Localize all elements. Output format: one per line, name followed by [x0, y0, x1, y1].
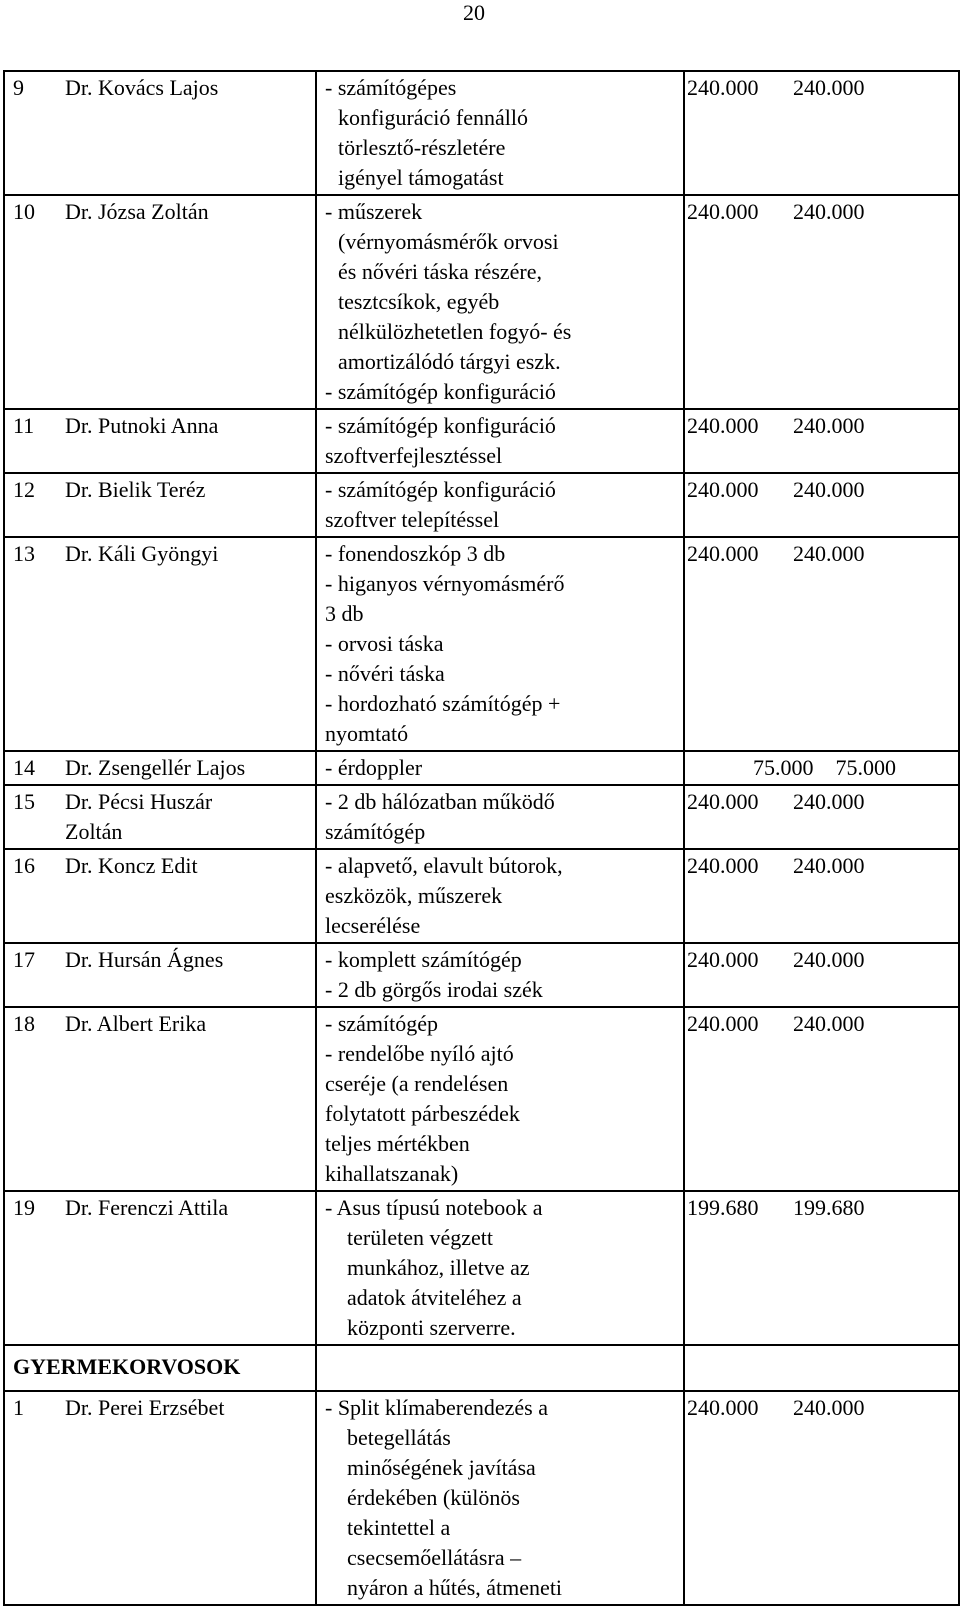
purpose-line: (vérnyomásmérők orvosi [338, 229, 559, 254]
purpose-cell [316, 751, 684, 785]
amounts [687, 411, 958, 441]
table-row [4, 849, 959, 943]
purpose-cell [316, 785, 684, 849]
applicant-name [65, 197, 315, 227]
amounts [687, 197, 958, 227]
granted-amount: 240.000 [793, 789, 865, 814]
purpose-line: adatok átviteléhez a [347, 1285, 522, 1310]
applicant [13, 197, 315, 227]
granted-amount: 75.000 [835, 755, 896, 780]
applicant-name [65, 945, 315, 975]
purpose-line: - higanyos vérnyomásmérő [325, 571, 565, 596]
table-row [4, 1191, 959, 1345]
applicant-cell [4, 537, 316, 751]
requested-amount: 240.000 [687, 1011, 759, 1036]
requested-amount: 240.000 [687, 541, 759, 566]
purpose-cell [316, 849, 684, 943]
amount-cell [684, 473, 959, 537]
row-number: 11 [13, 413, 35, 438]
applicant-name-line: Dr. Kovács Lajos [65, 75, 219, 100]
amounts [687, 1393, 958, 1423]
applicant-name [65, 1393, 315, 1423]
applicant [13, 851, 315, 881]
purpose-line: érdekében (különös [347, 1485, 520, 1510]
row-number: 9 [13, 75, 24, 100]
purpose-line: amortizálódó tárgyi eszk. [338, 349, 561, 374]
purpose-line: csecsemőellátásra – [347, 1545, 522, 1570]
purpose-cell [316, 537, 684, 751]
applicant [13, 945, 315, 975]
granted-amount: 240.000 [793, 75, 865, 100]
requested-amount: 240.000 [687, 853, 759, 878]
applicant-name [65, 753, 315, 783]
row-number: 15 [13, 789, 35, 814]
row-number: 17 [13, 947, 35, 972]
row-number: 1 [13, 1395, 24, 1420]
table-row [4, 195, 959, 409]
requested-amount: 75.000 [753, 755, 814, 780]
applicant-name [65, 1193, 315, 1223]
section-title: GYERMEKORVOSOK [13, 1354, 241, 1379]
purpose-line: 3 db [325, 601, 364, 626]
grants-table [3, 70, 960, 1606]
row-number: 10 [13, 199, 35, 224]
amount-cell [684, 195, 959, 409]
purpose-line: törlesztő-részletére [338, 135, 506, 160]
table-row [4, 751, 959, 785]
granted-amount: 240.000 [793, 199, 865, 224]
purpose-line: szoftverfejlesztéssel [325, 443, 503, 468]
applicant-cell [4, 943, 316, 1007]
purpose-line: területen végzett [347, 1225, 493, 1250]
row-number: 19 [13, 1195, 35, 1220]
purpose-line: - Asus típusú notebook a [325, 1195, 543, 1220]
applicant-name-line: Dr. Bielik Teréz [65, 477, 206, 502]
purpose-line: - rendelőbe nyíló ajtó [325, 1041, 514, 1066]
purpose-cell [316, 1391, 684, 1605]
applicant-name-line: Dr. Perei Erzsébet [65, 1395, 225, 1420]
applicant-cell [4, 849, 316, 943]
requested-amount: 240.000 [687, 947, 759, 972]
applicant [13, 787, 315, 847]
purpose-cell [316, 1007, 684, 1191]
granted-amount: 199.680 [793, 1195, 865, 1220]
table-row [4, 71, 959, 195]
applicant-cell [4, 1391, 316, 1605]
purpose-cell [316, 473, 684, 537]
purpose-line: számítógép [325, 819, 426, 844]
applicant-name [65, 1009, 315, 1039]
purpose-line: - számítógép konfiguráció [325, 477, 556, 502]
requested-amount: 240.000 [687, 1395, 759, 1420]
requested-amount: 240.000 [687, 477, 759, 502]
amount-cell [684, 1391, 959, 1605]
row-number: 13 [13, 541, 35, 566]
purpose-cell [316, 409, 684, 473]
requested-amount: 240.000 [687, 75, 759, 100]
row-number: 14 [13, 755, 35, 780]
granted-amount: 240.000 [793, 1395, 865, 1420]
purpose-cell [316, 71, 684, 195]
table-row [4, 537, 959, 751]
applicant-name-line: Dr. Koncz Edit [65, 853, 198, 878]
applicant-cell [4, 473, 316, 537]
amounts [687, 945, 958, 975]
purpose-cell [316, 943, 684, 1007]
table-row [4, 409, 959, 473]
applicant [13, 539, 315, 569]
purpose-line: - 2 db görgős irodai szék [325, 977, 543, 1002]
amount-cell [684, 785, 959, 849]
amount-cell [684, 849, 959, 943]
purpose-line: igényel támogatást [338, 165, 504, 190]
purpose-line: nélkülözhetetlen fogyó- és [338, 319, 572, 344]
amounts [687, 851, 958, 881]
amounts [687, 753, 958, 783]
purpose-line: - számítógép [325, 1011, 439, 1036]
amount-cell [684, 943, 959, 1007]
purpose-line: - nővéri táska [325, 661, 445, 686]
purpose-line: - 2 db hálózatban működő [325, 789, 555, 814]
applicant [13, 411, 315, 441]
purpose-line: teljes mértékben [325, 1131, 470, 1156]
applicant-name-line: Dr. Ferenczi Attila [65, 1195, 229, 1220]
applicant-name-line: Zoltán [65, 819, 123, 844]
applicant-cell [4, 71, 316, 195]
applicant-name [65, 851, 315, 881]
applicant-name [65, 539, 315, 569]
section-title-cell [4, 1345, 316, 1391]
purpose-line: tesztcsíkok, egyéb [338, 289, 500, 314]
purpose-cell [316, 195, 684, 409]
purpose-line: - számítógépes [325, 75, 457, 100]
purpose-line: tekintettel a [347, 1515, 451, 1540]
purpose-cell [316, 1191, 684, 1345]
purpose-line: központi szerverre. [347, 1315, 516, 1340]
amount-cell [684, 537, 959, 751]
requested-amount: 240.000 [687, 413, 759, 438]
applicant-name-line: Dr. Hursán Ágnes [65, 947, 224, 972]
purpose-line: - számítógép konfiguráció [325, 379, 556, 404]
requested-amount: 199.680 [687, 1195, 759, 1220]
purpose-line: és nővéri táska részére, [338, 259, 543, 284]
amounts [687, 787, 958, 817]
purpose-line: minőségének javítása [347, 1455, 536, 1480]
purpose-line: szoftver telepítéssel [325, 507, 500, 532]
granted-amount: 240.000 [793, 413, 865, 438]
applicant-name [65, 787, 315, 847]
purpose-line: folytatott párbeszédek [325, 1101, 520, 1126]
section-empty-cell [684, 1345, 959, 1391]
applicant-cell [4, 409, 316, 473]
purpose-line: - érdoppler [325, 755, 423, 780]
purpose-line: munkához, illetve az [347, 1255, 530, 1280]
granted-amount: 240.000 [793, 1011, 865, 1036]
applicant-name-line: Dr. Káli Gyöngyi [65, 541, 219, 566]
amount-cell [684, 71, 959, 195]
section-empty-cell [316, 1345, 684, 1391]
purpose-line: - Split klímaberendezés a [325, 1395, 548, 1420]
purpose-line: - alapvető, elavult bútorok, [325, 853, 563, 878]
purpose-line: cseréje (a rendelésen [325, 1071, 509, 1096]
purpose-line: - hordozható számítógép + [325, 691, 561, 716]
amounts [687, 73, 958, 103]
applicant-cell [4, 1007, 316, 1191]
applicant-cell [4, 751, 316, 785]
purpose-line: lecserélése [325, 913, 421, 938]
granted-amount: 240.000 [793, 853, 865, 878]
applicant [13, 1393, 315, 1423]
applicant [13, 1009, 315, 1039]
purpose-line: - komplett számítógép [325, 947, 522, 972]
applicant-name-line: Dr. Pécsi Huszár [65, 789, 213, 814]
amounts [687, 539, 958, 569]
applicant-name [65, 475, 315, 505]
applicant-cell [4, 785, 316, 849]
table-row [4, 1391, 959, 1605]
amount-cell [684, 1007, 959, 1191]
table-row [4, 943, 959, 1007]
purpose-line: - számítógép konfiguráció [325, 413, 556, 438]
row-number: 12 [13, 477, 35, 502]
purpose-line: - orvosi táska [325, 631, 444, 656]
amounts [687, 1009, 958, 1039]
applicant-name-line: Dr. Zsengellér Lajos [65, 755, 246, 780]
applicant [13, 73, 315, 103]
applicant-name-line: Dr. Albert Erika [65, 1011, 207, 1036]
purpose-line: betegellátás [347, 1425, 451, 1450]
row-number: 18 [13, 1011, 35, 1036]
table-row [4, 785, 959, 849]
applicant-name [65, 411, 315, 441]
purpose-line: konfiguráció fennálló [338, 105, 528, 130]
applicant-cell [4, 195, 316, 409]
applicant [13, 1193, 315, 1223]
section-row [4, 1345, 959, 1391]
purpose-line: eszközök, műszerek [325, 883, 503, 908]
purpose-line: kihallatszanak) [325, 1161, 459, 1186]
purpose-line: - műszerek [325, 199, 423, 224]
applicant-cell [4, 1191, 316, 1345]
granted-amount: 240.000 [793, 477, 865, 502]
row-number: 16 [13, 853, 35, 878]
granted-amount: 240.000 [793, 541, 865, 566]
purpose-line: nyáron a hűtés, átmeneti [347, 1575, 563, 1600]
purpose-line: nyomtató [325, 721, 409, 746]
applicant [13, 753, 315, 783]
applicant-name [65, 73, 315, 103]
amounts [687, 475, 958, 505]
purpose-line: - fonendoszkóp 3 db [325, 541, 506, 566]
amounts [687, 1193, 958, 1223]
amount-cell [684, 409, 959, 473]
requested-amount: 240.000 [687, 199, 759, 224]
table-row [4, 1007, 959, 1191]
applicant [13, 475, 315, 505]
page-number: 20 [463, 0, 485, 25]
amount-cell [684, 1191, 959, 1345]
applicant-name-line: Dr. Putnoki Anna [65, 413, 219, 438]
amount-cell [684, 751, 959, 785]
applicant-name-line: Dr. Józsa Zoltán [65, 199, 209, 224]
requested-amount: 240.000 [687, 789, 759, 814]
table-row [4, 473, 959, 537]
granted-amount: 240.000 [793, 947, 865, 972]
